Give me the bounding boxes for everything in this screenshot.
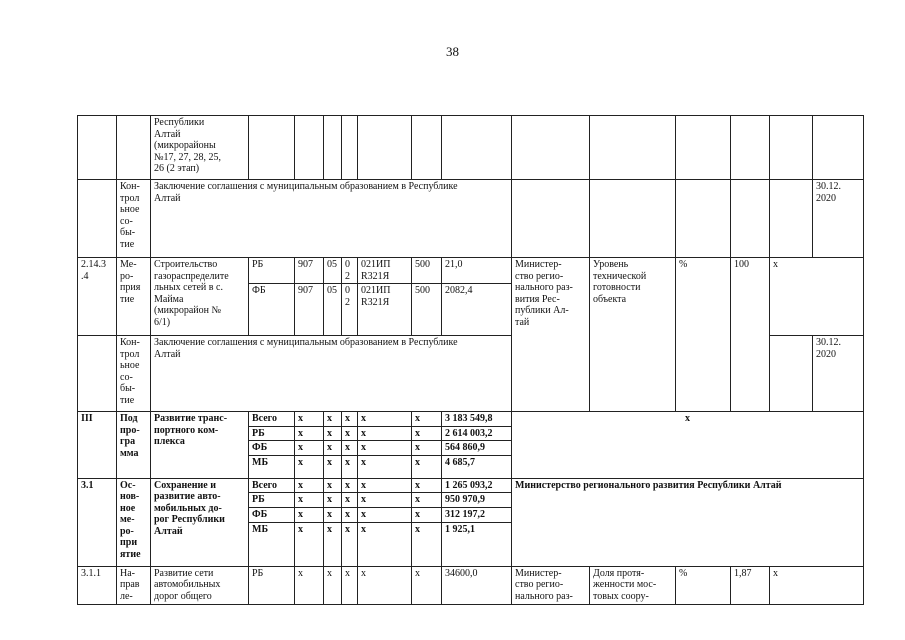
code-cell: 3.1 (78, 478, 117, 566)
code-cell: 3.1.1 (78, 566, 117, 604)
name-cell: Развитие сети автомобильных дорог общего (151, 566, 249, 604)
name-cell: Сохранение и развитие авто- мобильных до- рог Республики Алтай (151, 478, 249, 566)
indicator-cell: Уровень технической готовности объекта (590, 258, 676, 412)
name-cell: Строительство газораспределите льных сетей в с. Майма (микрорайон № 6/1) (151, 258, 249, 336)
table-row: ФБ 907 05 0 2 021ИП R321Я 500 2082,4 (78, 284, 864, 336)
x-cell: х (770, 566, 864, 604)
code-cell (78, 116, 117, 180)
value-cell: 1,87 (731, 566, 770, 604)
name-cell: Республики Алтай (микрорайоны №17, 27, 28, 25, 26 (2 этап) (151, 116, 249, 180)
type-cell (117, 116, 151, 180)
type-cell: Кон- трол ьное со- бы- тие (117, 180, 151, 258)
table-row: 3.1 Ос- нов- ное ме- ро- при ятие Сохранение и развитие авто- мобильных до- рог Республики Алтай Всего х х х х х 1 265 093,2 Министерство регионального развития Республики Алтай (78, 478, 864, 493)
table-row: ФБ х х х х х 564 860,9 (78, 441, 864, 456)
table-row: МБ х х х х х 4 685,7 (78, 455, 864, 478)
type-cell: На- прав ле- (117, 566, 151, 604)
type-cell: Ме- ро- прия тие (117, 258, 151, 336)
table-row: РБ х х х х х 2 614 003,2 (78, 426, 864, 441)
program-table (77, 115, 864, 605)
type-cell: Ос- нов- ное ме- ро- при ятие (117, 478, 151, 566)
table-row: ФБ х х х х х 312 197,2 (78, 507, 864, 522)
page-number: 38 (446, 44, 459, 59)
name-cell: Развитие транс- портного ком- плекса (151, 412, 249, 479)
table-row: МБ х х х х х 1 925,1 (78, 522, 864, 566)
control-event-text: Заключение соглашения с муниципальным образованием в Республике Алтай (151, 180, 512, 258)
table-row (78, 116, 864, 180)
unit-cell: % (676, 566, 731, 604)
unit-cell: % (676, 258, 731, 412)
table-row (78, 180, 864, 258)
table-row: 3.1.1 На- прав ле- Развитие сети автомобильных дорог общего РБ х х х х х 34600,0 Министер- ство регио- нального раз- Доля протя- женности мос- товых соору- % 1,87 х (78, 566, 864, 604)
code-cell: III (78, 412, 117, 479)
ministry-cell: Министер- ство регио- нального раз- вития Рес- публики Ал- тай (512, 258, 590, 412)
indicator-cell: Доля протя- женности мос- товых соору- (590, 566, 676, 604)
table-row: III Под про- гра мма Развитие транс- портного ком- плекса Всего х х х х х 3 183 549,8 х (78, 412, 864, 427)
value-cell: 100 (731, 258, 770, 412)
table-row: 2.14.3 .4 Ме- ро- прия тие Строительство газораспределите льных сетей в с. Майма (микрорайон № 6/1) РБ 907 05 0 2 021ИП R321Я 500 21,0 Министер- ство регио- нального раз- вития Рес- публики Ал- тай Уровень технической готовности объекта % 100 х (78, 258, 864, 284)
code-cell: 2.14.3 .4 (78, 258, 117, 336)
table-row: РБ х х х х х 950 970,9 (78, 493, 864, 508)
date-cell: 30.12. 2020 (813, 180, 864, 258)
type-cell: Кон- трол ьное со- бы- тие (117, 336, 151, 412)
ministry-cell: Министерство регионального развития Республики Алтай (512, 478, 864, 566)
ministry-cell: Министер- ство регио- нального раз- (512, 566, 590, 604)
date-cell: 30.12. 2020 (813, 336, 864, 412)
merged-x-cell: х (512, 412, 864, 479)
type-cell: Под про- гра мма (117, 412, 151, 479)
x-cell: х (770, 258, 864, 336)
control-event-text: Заключение соглашения с муниципальным образованием в Республике Алтай (151, 336, 512, 412)
